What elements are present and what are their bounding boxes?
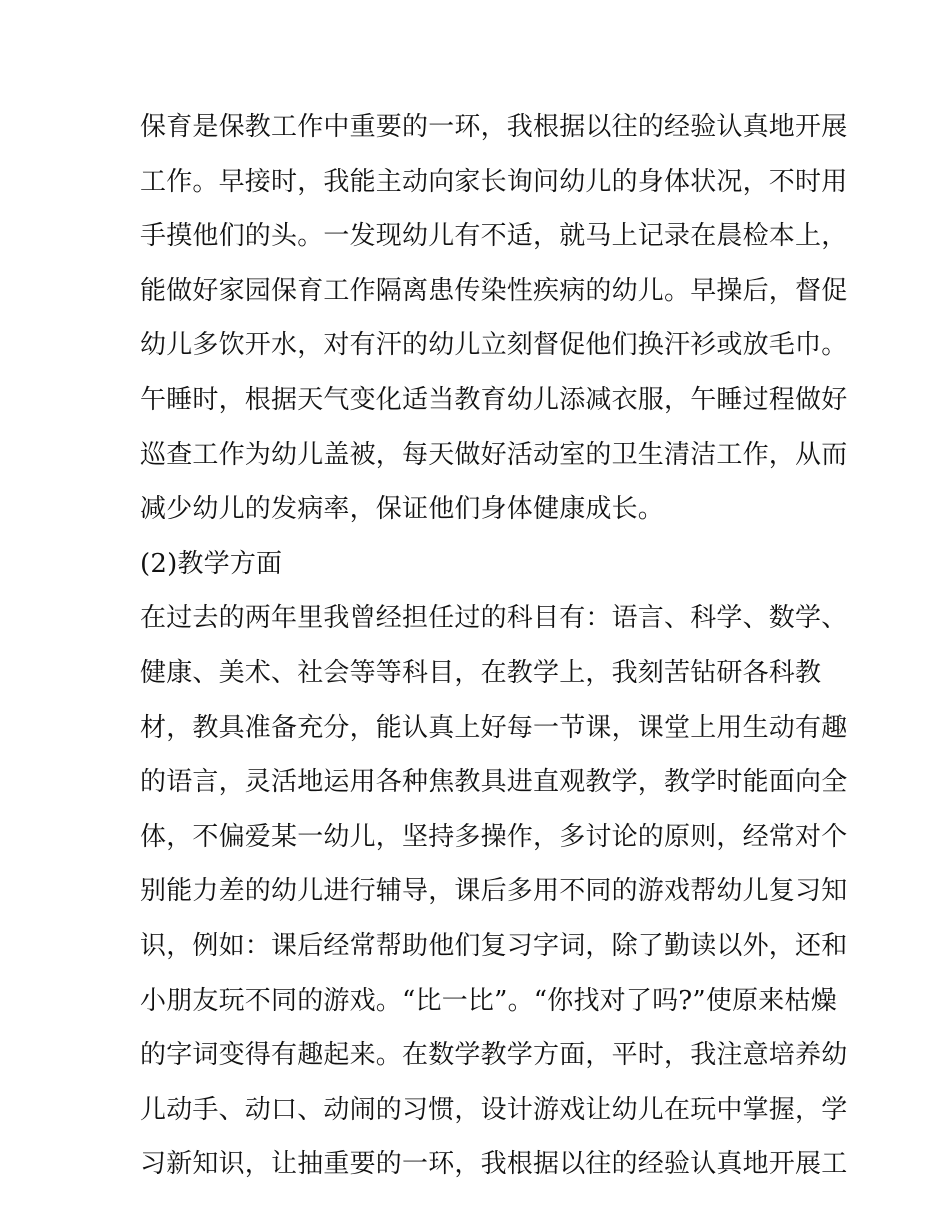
text-line-11: 健康、美术、社会等等科目，在教学上，我刻苦钻研各科教 [140, 657, 822, 688]
text-line-6: 午睡时，根据天气变化适当教育幼儿添减衣服，午睡过程做好 [140, 384, 848, 415]
section-heading: (2)教学方面 [140, 548, 283, 579]
text-line-13: 的语言，灵活地运用各种焦教具进直观教学，教学时能面向全 [140, 767, 848, 798]
text-line-20: 习新知识，让抽重要的一环，我根据以往的经验认真地开展工 [140, 1149, 848, 1180]
text-line-8: 减少幼儿的发病率，保证他们身体健康成长。 [140, 494, 665, 525]
text-line-14: 体，不偏爱某一幼儿，坚持多操作，多讨论的原则，经常对个 [140, 821, 848, 852]
text-line-5: 幼儿多饮开水，对有汗的幼儿立刻督促他们换汗衫或放毛巾。 [140, 330, 848, 361]
text-line-16: 识，例如：课后经常帮助他们复习字词，除了勤读以外，还和 [140, 930, 848, 961]
text-line-18: 的字词变得有趣起来。在数学教学方面，平时，我注意培养幼 [140, 1040, 848, 1071]
text-line-10: 在过去的两年里我曾经担任过的科目有：语言、科学、数学、 [140, 603, 848, 634]
text-line-15: 别能力差的幼儿进行辅导，课后多用不同的游戏帮幼儿复习知 [140, 876, 848, 907]
text-line-7: 巡查工作为幼儿盖被，每天做好活动室的卫生清洁工作，从而 [140, 439, 848, 470]
text-line-17: 小朋友玩不同的游戏。“比一比”。“你找对了吗?”使原来枯燥 [140, 985, 837, 1016]
text-line-4: 能做好家园保育工作隔离患传染性疾病的幼儿。早操后，督促 [140, 275, 848, 306]
text-line-3: 手摸他们的头。一发现幼儿有不适，就马上记录在晨检本上， [140, 221, 848, 252]
text-line-1: 保育是保教工作中重要的一环，我根据以往的经验认真地开展 [140, 112, 848, 142]
text-line-2: 工作。早接时，我能主动向家长询问幼儿的身体状况，不时用 [140, 166, 848, 197]
body-text [140, 100, 848, 1192]
text-line-19: 儿动手、动口、动闹的习惯，设计游戏让幼儿在玩中掌握，学 [140, 1094, 848, 1125]
text-line-12: 材，教具准备充分，能认真上好每一节课，课堂上用生动有趣 [140, 712, 848, 743]
